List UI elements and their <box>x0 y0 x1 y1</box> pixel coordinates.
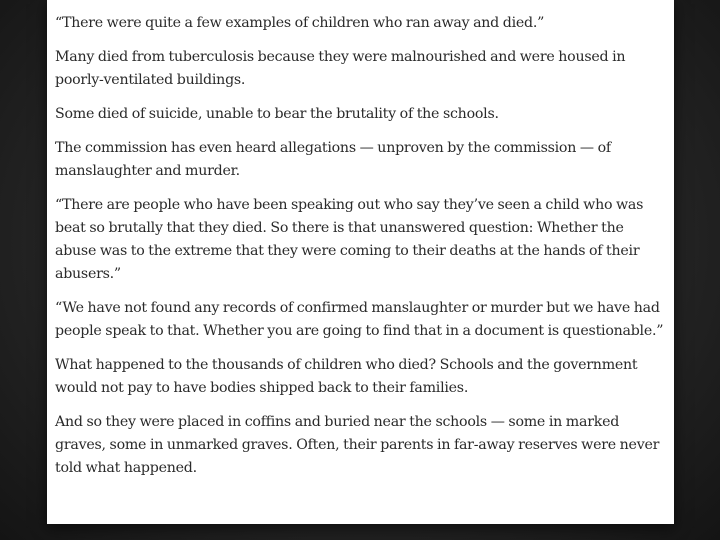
article-paragraph: And so they were placed in coffins and buried near the schools — some in marked graves, some in unmarked graves. Often, their parents in far-away reserves were never told what happened. <box>55 414 660 476</box>
article-page <box>47 0 674 524</box>
article-paragraph: The commission has even heard allegations — unproven by the commission — of manslaughter and murder. <box>55 140 611 179</box>
article-paragraph: “We have not found any records of confirmed manslaughter or murder but we have had people speak to that. Whether you are going to find that in a document is questionable.” <box>55 300 664 339</box>
article-paragraph: “There are people who have been speaking out who say they’ve seen a child who was beat so brutally that they died. So there is that unanswered question: Whether the abuse was to the extreme that they were coming to their deaths at the hands of their abusers.” <box>55 197 644 282</box>
article-paragraph: “There were quite a few examples of children who ran away and died.” <box>55 15 545 31</box>
article-paragraph: What happened to the thousands of children who died? Schools and the government would not pay to have bodies shipped back to their families. <box>55 357 638 396</box>
article-paragraph: Some died of suicide, unable to bear the brutality of the schools. <box>55 106 499 122</box>
article-paragraph: Many died from tuberculosis because they were malnourished and were housed in poorly-ventilated buildings. <box>55 49 626 88</box>
